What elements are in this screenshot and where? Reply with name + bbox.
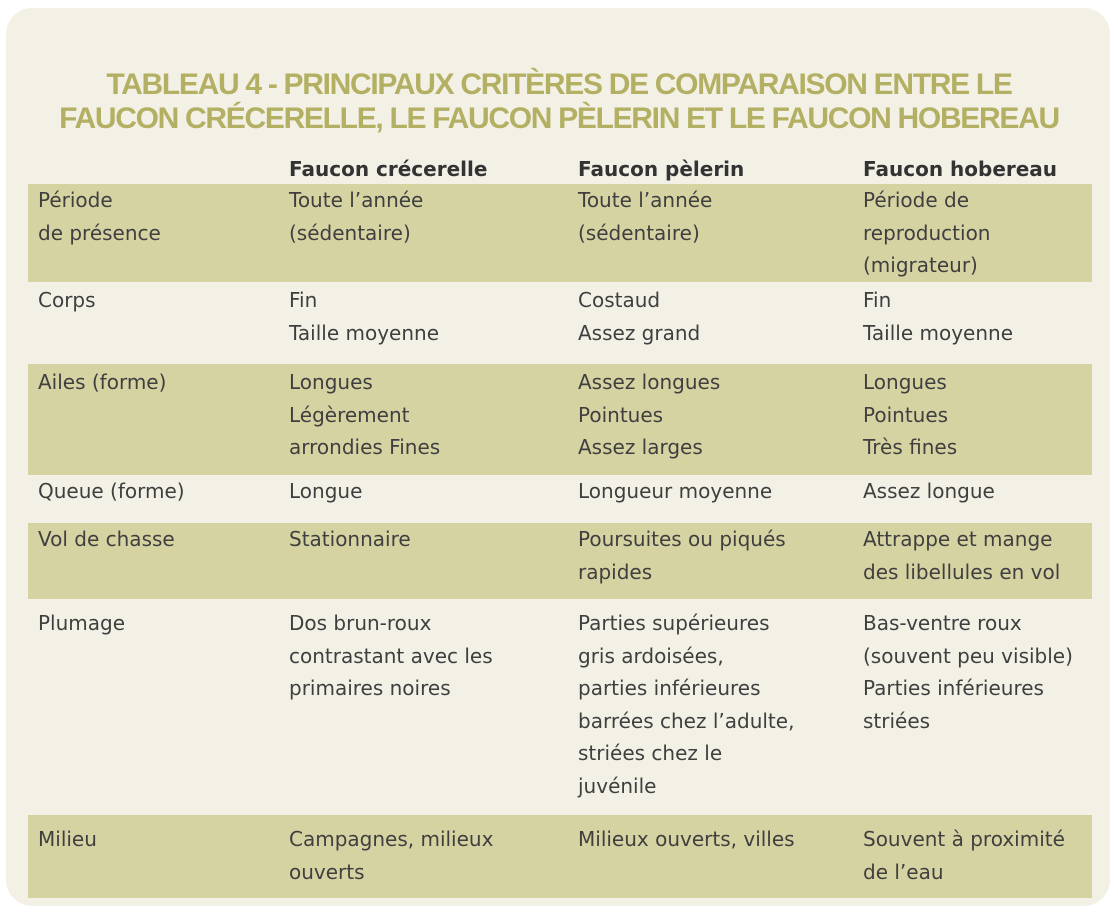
cell-pelerin: Costaud Assez grand	[578, 288, 701, 345]
row-label: Vol de chasse	[28, 523, 279, 599]
cell-pelerin: Milieux ouverts, villes	[568, 815, 853, 898]
cell-crecerelle: Campagnes, milieux ouverts	[279, 815, 568, 898]
cell-hobereau: Longues Pointues Très fines	[853, 364, 1092, 475]
table-row	[28, 282, 1092, 364]
table-row	[28, 523, 1092, 599]
table-row	[28, 364, 1092, 475]
row-label: Ailes (forme)	[28, 364, 279, 475]
cell-hobereau: Souvent à proximité de l’eau	[853, 815, 1092, 898]
table-row	[28, 475, 1092, 523]
table-title	[0, 68, 1118, 136]
cell-pelerin: Assez longues Pointues Assez larges	[568, 364, 853, 475]
cell-pelerin: Toute l’année (sédentaire)	[568, 184, 853, 282]
cell-crecerelle: Longues Légèrement arrondies Fines	[279, 364, 568, 475]
cell-hobereau: Fin Taille moyenne	[863, 288, 1014, 345]
header-crecerelle: Faucon crécerelle	[289, 157, 488, 181]
table-row	[28, 815, 1092, 898]
cell-hobereau: Bas-ventre roux (souvent peu visible) Parties inférieures striées	[863, 611, 1073, 733]
comparison-table	[28, 152, 1092, 898]
header-empty	[28, 152, 279, 184]
cell-pelerin: Poursuites ou piqués rapides	[568, 523, 853, 599]
title-line-1: TABLEAU 4 - PRINCIPAUX CRITÈRES DE COMPARAISON ENTRE LE	[106, 68, 1012, 101]
cell-crecerelle: Toute l’année (sédentaire)	[279, 184, 568, 282]
row-label: Corps	[38, 288, 96, 312]
cell-hobereau: Période de reproduction (migrateur)	[853, 184, 1092, 282]
row-label: Période de présence	[28, 184, 279, 282]
table-row	[28, 184, 1092, 282]
cell-hobereau: Attrappe et mange des libellules en vol	[853, 523, 1092, 599]
table-row	[28, 599, 1092, 815]
cell-pelerin: Parties supérieures gris ardoisées, parties inférieures barrées chez l’adulte, striées chez le juvénile	[578, 611, 795, 798]
row-label: Queue (forme)	[38, 479, 185, 503]
row-label: Milieu	[28, 815, 279, 898]
cell-pelerin: Longueur moyenne	[578, 479, 773, 503]
cell-crecerelle: Longue	[289, 479, 363, 503]
cell-crecerelle: Fin Taille moyenne	[289, 288, 440, 345]
header-pelerin: Faucon pèlerin	[578, 157, 745, 181]
cell-hobereau: Assez longue	[863, 479, 995, 503]
row-label: Plumage	[38, 611, 126, 635]
cell-crecerelle: Dos brun-roux contrastant avec les primaires noires	[289, 611, 493, 701]
title-line-2: FAUCON CRÉCERELLE, LE FAUCON PÈLERIN ET LE FAUCON HOBEREAU	[59, 102, 1059, 135]
cell-crecerelle: Stationnaire	[279, 523, 568, 599]
header-hobereau: Faucon hobereau	[863, 157, 1058, 181]
header-row	[28, 152, 1092, 184]
